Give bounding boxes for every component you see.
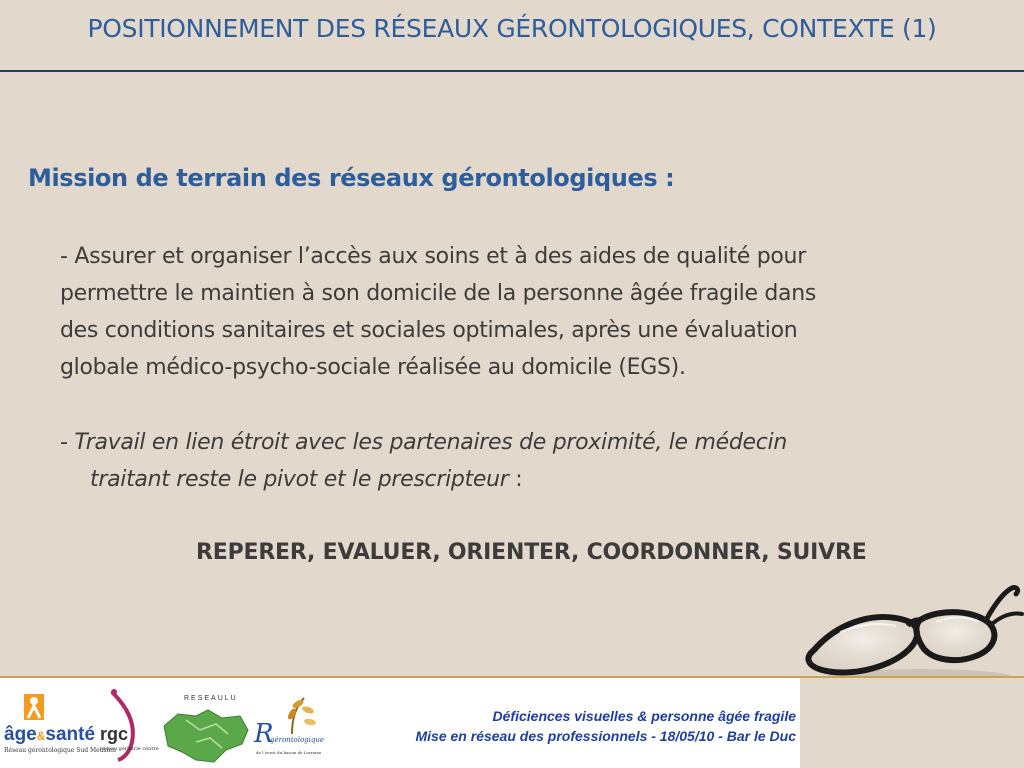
eyeglasses-illustration xyxy=(800,580,1024,690)
reseaulu-logo xyxy=(156,690,256,766)
footer-caption-line-2: Mise en réseau des professionnels - 18/05/10 - Bar le Duc xyxy=(415,728,796,744)
svg-text:âge&santé: âge&santé xyxy=(4,724,96,745)
slide-title: POSITIONNEMENT DES RÉSEAUX GÉRONTOLOGIQUES, CONTEXTE (1) xyxy=(87,14,937,43)
mission-paragraph-1 xyxy=(60,238,960,386)
svg-text:Réseau gérontologique Sud Meus: Réseau gérontologique Sud Meusien xyxy=(4,747,116,754)
footer-caption xyxy=(300,706,796,746)
svg-text:rgc: rgc xyxy=(100,724,129,744)
paragraph-line: des conditions sanitaires et sociales optimales, après une évaluation xyxy=(60,318,798,343)
key-actions: REPERER, EVALUER, ORIENTER, COORDONNER, SUIVRE xyxy=(196,540,867,565)
svg-text:réseau gériatrie centre: réseau gériatrie centre xyxy=(100,746,159,752)
footer-caption-line-1: Déficiences visuelles & personne âgée fragile xyxy=(492,708,796,724)
svg-text:gérontologique: gérontologique xyxy=(270,736,325,744)
footer-right-panel xyxy=(800,678,1024,768)
paragraph-line: globale médico-psycho-sociale réalisée au domicile (EGS). xyxy=(60,355,686,380)
paragraph-tail: : xyxy=(508,467,523,492)
svg-text:de l’ouest du bassin de Lorrai: de l’ouest du bassin de Lorraine xyxy=(256,750,322,755)
mission-paragraph-2 xyxy=(60,424,960,498)
title-divider xyxy=(0,70,1024,72)
bullet-dash: - xyxy=(60,430,75,455)
paragraph-line-2 xyxy=(60,461,960,498)
section-subtitle: Mission de terrain des réseaux gérontologiques : xyxy=(28,164,675,192)
paragraph-line: permettre le maintien à son domicile de la personne âgée fragile dans xyxy=(60,281,817,306)
svg-text:RESEAULU: RESEAULU xyxy=(184,695,238,702)
paragraph-italic-line: Travail en lien étroit avec les partenaires de proximité, le médecin xyxy=(74,430,787,455)
paragraph-italic-line: traitant reste le pivot et le prescripteur xyxy=(90,467,509,492)
rgc-logo xyxy=(96,686,159,766)
svg-text:R: R xyxy=(254,719,274,749)
paragraph-line: - Assurer et organiser l’accès aux soins et à des aides de qualité pour xyxy=(60,244,806,269)
